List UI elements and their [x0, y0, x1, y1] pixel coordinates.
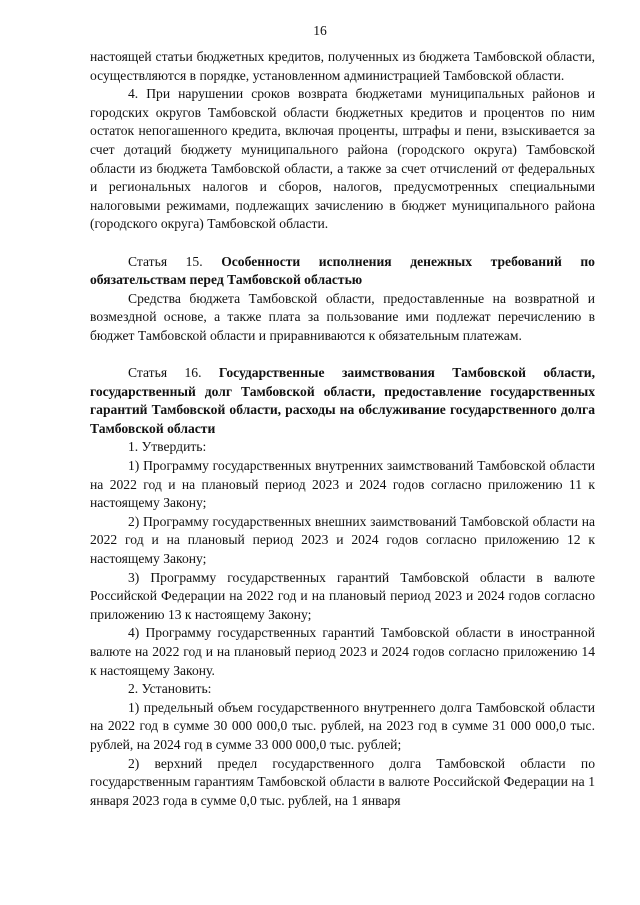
- paragraph: 4. При нарушении сроков возврата бюджетами муниципальных районов и городских округов Тамбовской области бюджетных кредитов и процентов по ним остаток непогашенного кредита, включая проценты, штрафы и пени, взыскивается за счет дотаций бюджету муниципального района (городского округа) Тамбовской области из бюджета Тамбовской области, а также за счет отчислений от федеральных и региональных налогов и сборов, налогов, предусмотренных специальными налоговыми режимами, подлежащих зачислению в бюджет муниципального района (городского округа) Тамбовской области.: [90, 86, 595, 232]
- paragraph: 1) Программу государственных внутренних заимствований Тамбовской области на 2022 год и на плановый период 2023 и 2024 годов согласно приложению 11 к настоящему Закону;: [90, 458, 595, 511]
- paragraph: 1) предельный объем государственного внутреннего долга Тамбовской области на 2022 год в сумме 30 000 000,0 тыс. рублей, на 2023 год в сумме 31 000 000,0 тыс. рублей, на 2024 год в сумме 33 000 000,0 тыс. рублей;: [90, 699, 595, 752]
- page-number: 16: [313, 23, 327, 38]
- article-heading: [90, 364, 595, 438]
- paragraph-spacer: [90, 234, 595, 253]
- paragraph: Средства бюджета Тамбовской области, предоставленные на возвратной и возмездной основе, а также плата за пользование ими подлежат перечислению в бюджет Тамбовской области и приравниваются к обязательным платежам.: [90, 290, 595, 343]
- paragraph-spacer: [90, 346, 595, 365]
- article-label: Статья 16.: [128, 365, 202, 381]
- paragraph: настоящей статьи бюджетных кредитов, полученных из бюджета Тамбовской области, осуществляются в порядке, установленном администрацией Тамбовской области.: [90, 49, 595, 83]
- article-title: Особенности исполнения денежных требований по обязательствам перед Тамбовской областью: [90, 253, 595, 288]
- paragraph: 2. Установить:: [128, 681, 212, 697]
- article-title: Государственные заимствования Тамбовской области, государственный долг Тамбовской области, предоставление государственных гарантий Тамбовской области, расходы на обслуживание государственного долга Тамбовской области: [90, 365, 595, 436]
- article-heading: [90, 253, 595, 290]
- paragraph: 3) Программу государственных гарантий Тамбовской области в валюте Российской Федерации на 2022 год и на плановый период 2023 и 2024 годов согласно приложению 13 к настоящему Закону;: [90, 569, 595, 622]
- paragraph: 4) Программу государственных гарантий Тамбовской области в иностранной валюте на 2022 год и на плановый период 2023 и 2024 годов согласно приложению 14 к настоящему Закону.: [90, 625, 595, 678]
- article-label: Статья 15.: [128, 253, 203, 269]
- paragraph: 2) Программу государственных внешних заимствований Тамбовской области на 2022 год и на плановый период 2023 и 2024 годов согласно приложению 12 к настоящему Закону;: [90, 513, 595, 567]
- paragraph: 1. Утвердить:: [128, 439, 207, 455]
- document-body: [90, 48, 595, 810]
- paragraph: 2) верхний предел государственного долга Тамбовской области по государственным гарантиям Тамбовской области в валюте Российской Федерации на 1 января 2023 года в сумме 0,0 тыс. рублей, на 1 января: [90, 755, 595, 808]
